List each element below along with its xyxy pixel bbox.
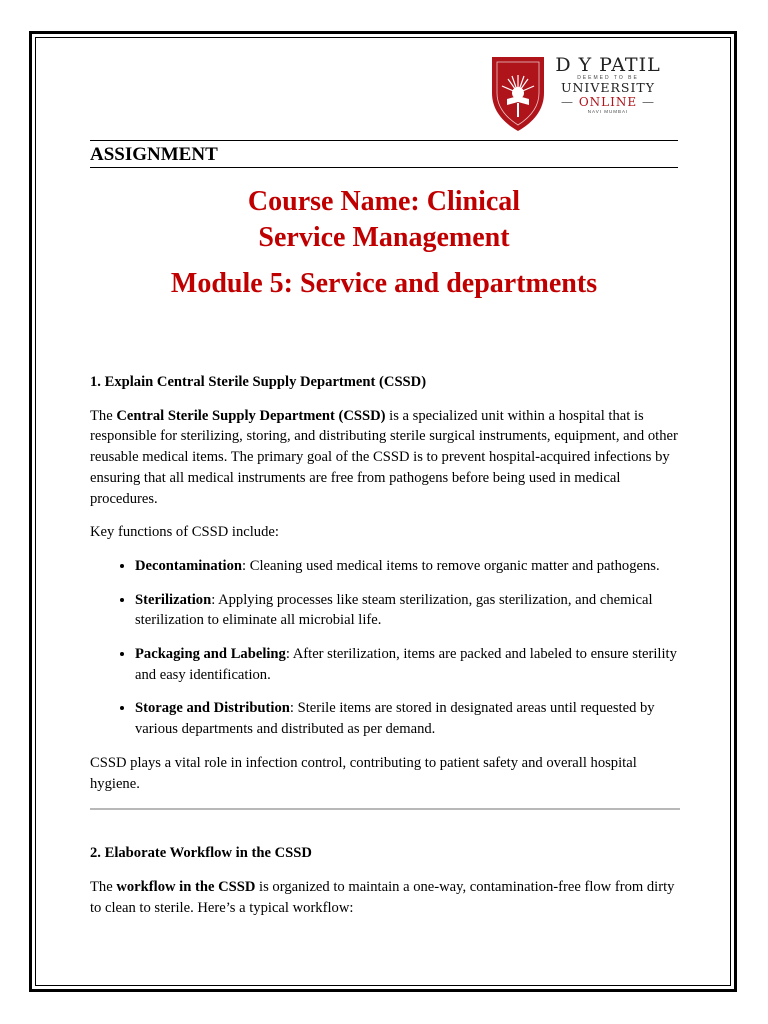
course-title-line1: Course Name: Clinical — [247, 186, 521, 217]
section1-intro-post: is a specialized unit within a hospital that is responsible for sterilizing, storing, and distributing sterile surgical instruments, equipment, and other reusable medical items. The primary goal of the CSSD is to prevent hospital-acquired infections by ensuring that all medical instruments are free from pathogens before being used in medical procedures. — [90, 407, 678, 507]
logo-online-text: ONLINE — [578, 95, 638, 109]
list-item-desc: : Applying processes like steam sterilization, gas sterilization, and chemical sterilization to eliminate all microbial life. — [135, 591, 653, 629]
logo-name: D Y PATIL — [555, 54, 661, 76]
header-rule-top — [90, 140, 678, 141]
course-title-line2: Service Management — [258, 222, 510, 253]
list-item — [135, 556, 680, 577]
list-item — [135, 644, 680, 685]
list-item-desc: : Cleaning used medical items to remove organic matter and pathogens. — [242, 557, 660, 574]
list-item-desc: : After sterilization, items are packed and labeled to ensure sterility and easy identification. — [135, 646, 677, 683]
university-logo — [478, 45, 678, 135]
section-divider — [90, 808, 680, 810]
module-title: Module 5: Service and departments — [170, 268, 598, 299]
logo-wordmark — [552, 55, 664, 115]
document-body — [90, 372, 680, 918]
logo-location: NAVI MUMBAI — [587, 109, 629, 114]
list-item-term: Sterilization — [135, 591, 212, 608]
list-item-desc: : Sterile items are stored in designated areas until requested by various departments and distributed as per demand. — [135, 700, 655, 738]
list-item — [135, 698, 680, 739]
section2-intro-post: is organized to maintain a one-way, contamination-free flow from dirty to clean to sterile. Here’s a typical workflow: — [90, 878, 675, 916]
logo-university: UNIVERSITY — [560, 80, 656, 95]
header-rule-bottom — [90, 167, 678, 168]
list-item — [135, 590, 680, 631]
section2-intro-bold: workflow in the CSSD — [116, 878, 256, 895]
logo-tagline: DEEMED TO BE — [577, 75, 639, 81]
section2-heading: 2. Elaborate Workflow in the CSSD — [90, 845, 312, 862]
section1-closing: CSSD plays a vital role in infection control, contributing to patient safety and overall hospital hygiene. — [90, 754, 637, 792]
section1-intro — [90, 406, 680, 510]
logo-online: — ONLINE — — [561, 95, 655, 109]
section1-intro-pre: The — [90, 407, 117, 424]
list-item-term: Packaging and Labeling — [135, 646, 286, 663]
list-item-term: Storage and Distribution — [135, 700, 290, 717]
section2-intro-pre: The — [90, 878, 117, 895]
list-item-term: Decontamination — [135, 557, 243, 574]
shield-crest-icon — [488, 53, 548, 133]
section2-intro — [90, 877, 680, 918]
section1-intro-bold: Central Sterile Supply Department (CSSD) — [116, 407, 386, 424]
functions-list — [90, 556, 680, 740]
assignment-label: ASSIGNMENT — [90, 144, 218, 165]
key-functions-intro: Key functions of CSSD include: — [90, 524, 279, 541]
section1-heading: 1. Explain Central Sterile Supply Department (CSSD) — [90, 374, 427, 390]
